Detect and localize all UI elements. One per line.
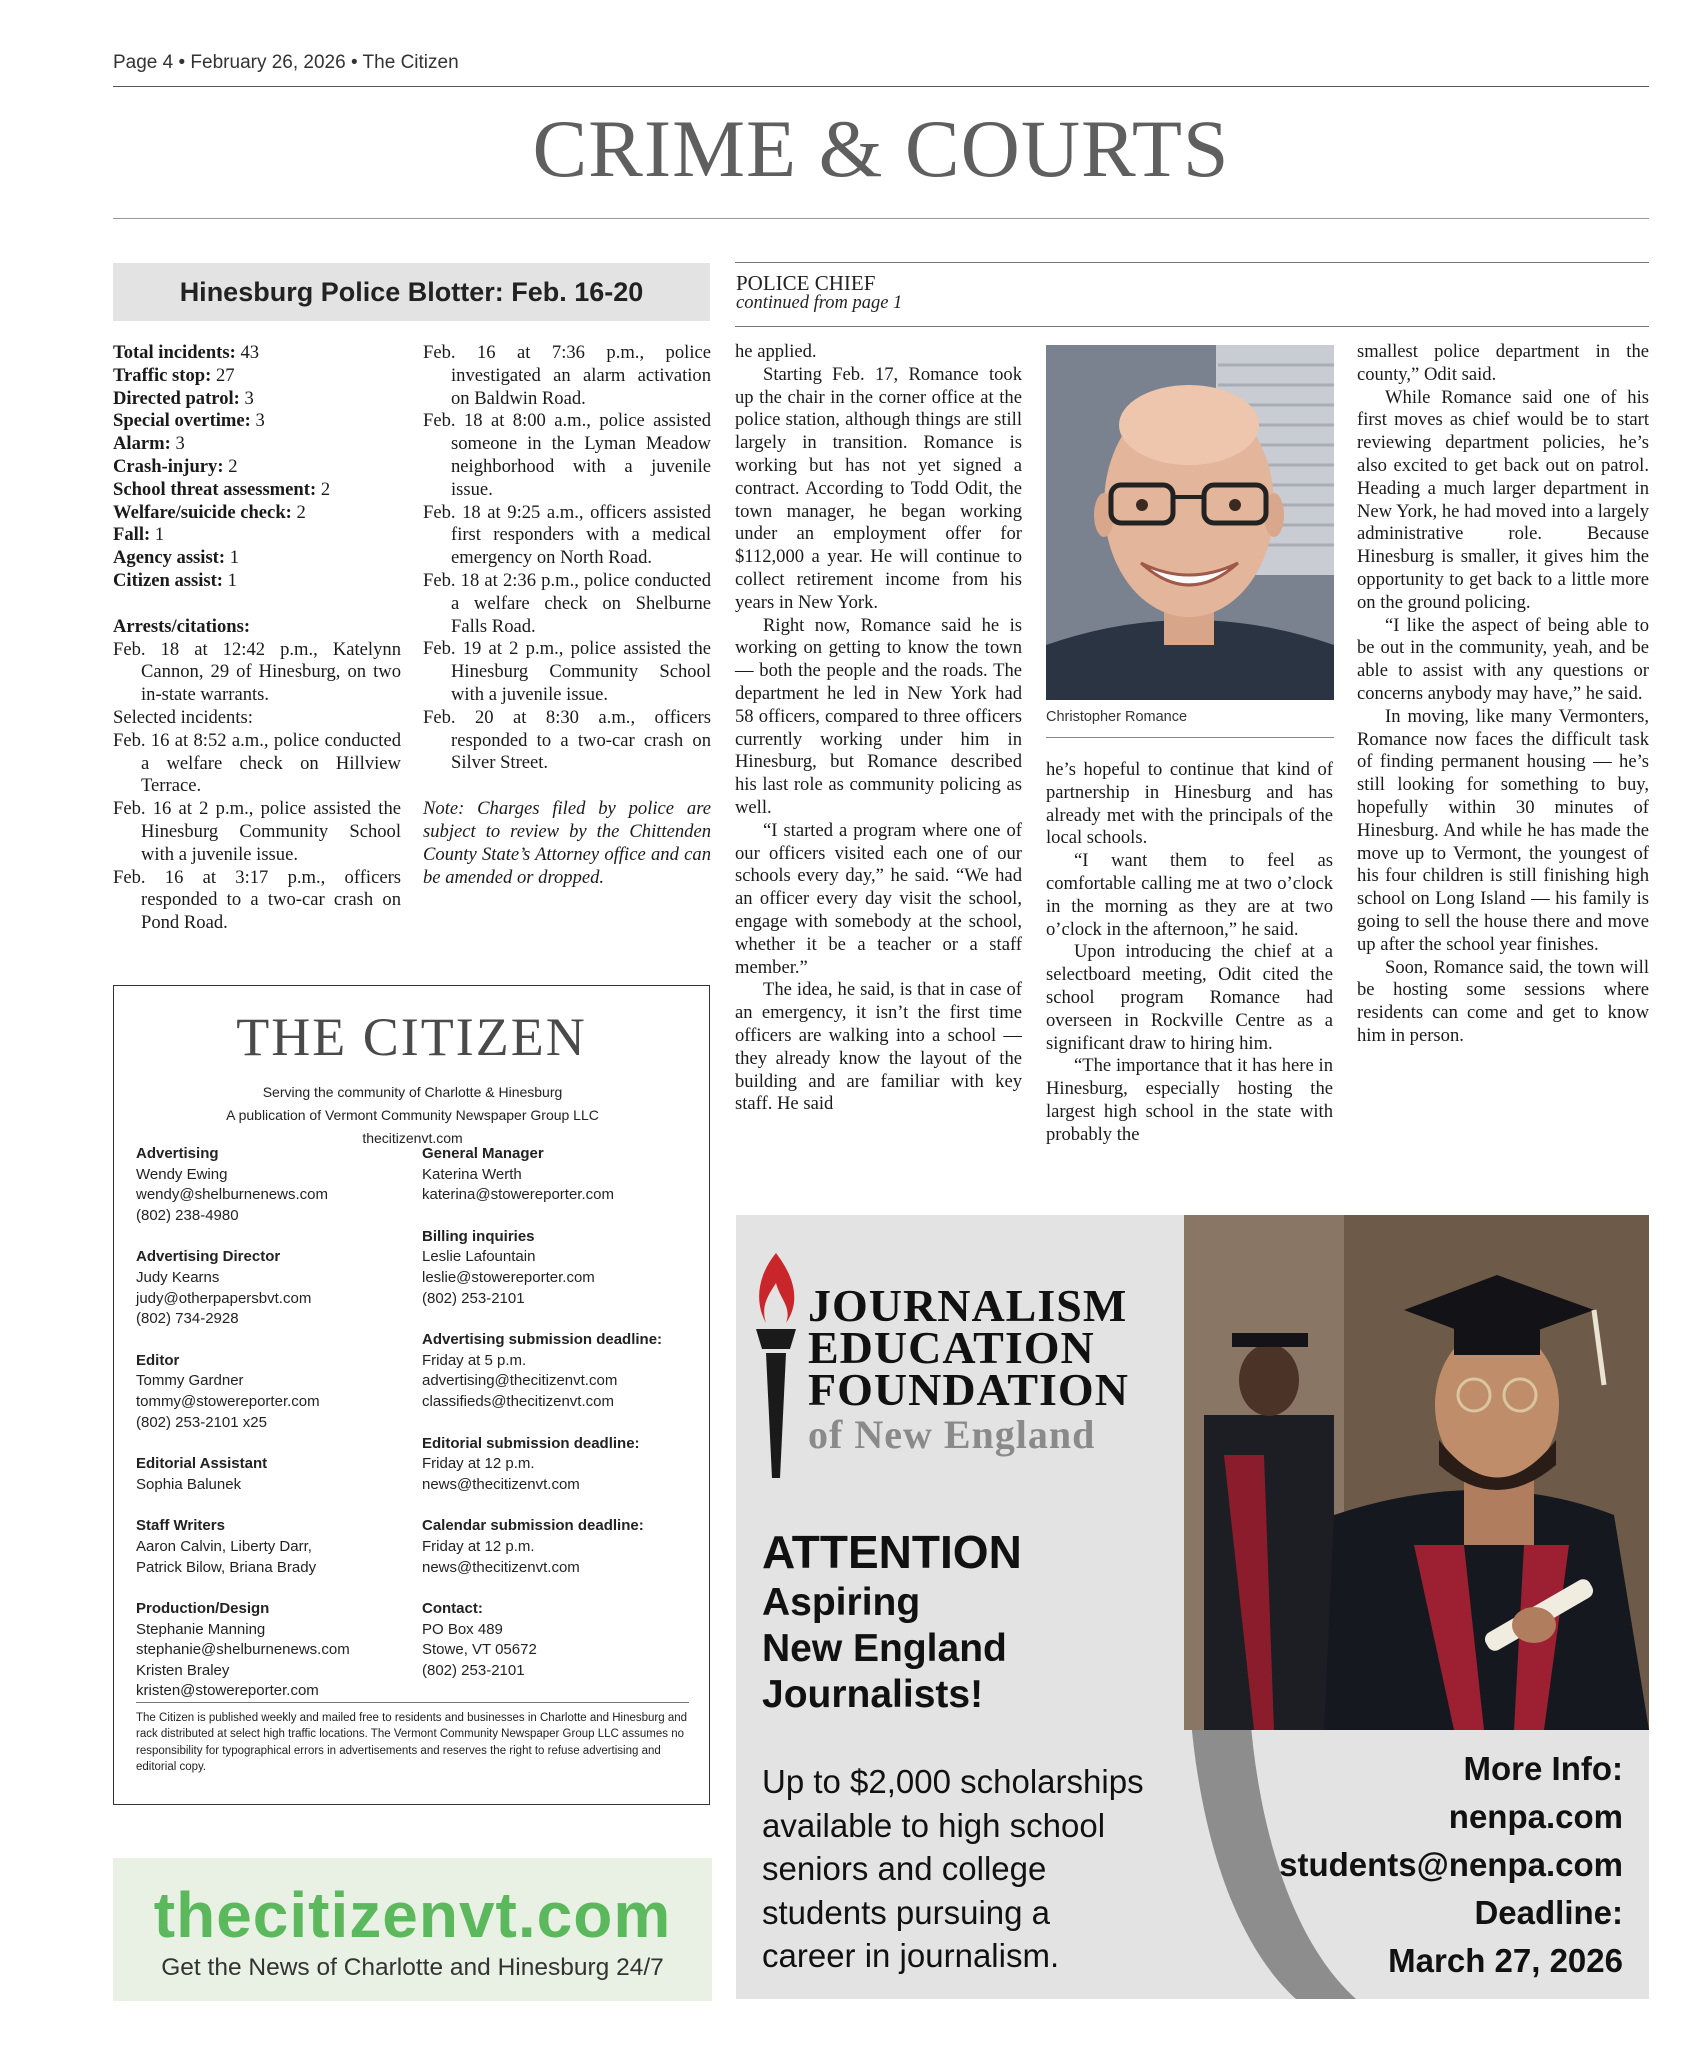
stat-label: Agency assist: xyxy=(113,547,226,569)
staff-block xyxy=(136,1599,386,1702)
staff-email[interactable]: judy@otherpapersbvt.com xyxy=(136,1289,312,1307)
staff-detail: Leslie Lafountain xyxy=(422,1248,536,1266)
stat-label: Fall: xyxy=(113,524,151,546)
article-column-1 xyxy=(735,341,1022,1116)
staff-detail: Friday at 12 p.m. xyxy=(422,1455,535,1473)
attention-heading: ATTENTION xyxy=(762,1526,1022,1578)
staff-role: Production/Design xyxy=(136,1600,270,1618)
staff-block xyxy=(136,1247,386,1329)
body-line: students pursuing a xyxy=(762,1893,1051,1931)
blotter-stat xyxy=(113,410,401,433)
staff-email[interactable]: katerina@stowereporter.com xyxy=(422,1186,614,1204)
stat-value: 2 xyxy=(228,455,238,477)
stat-value: 43 xyxy=(240,342,260,363)
info-link[interactable]: nenpa.com xyxy=(1448,1798,1623,1835)
blotter-stat xyxy=(113,502,401,525)
website-ad[interactable] xyxy=(113,1858,712,2001)
article-paragraph: smallest police department in the county,” Odit said. xyxy=(1357,341,1649,385)
website-url[interactable]: thecitizenvt.com xyxy=(153,1879,672,1951)
page-header xyxy=(113,52,1649,87)
info-email[interactable]: students@nenpa.com xyxy=(1279,1846,1623,1883)
stat-value: 3 xyxy=(255,410,265,432)
article-paragraph: Starting Feb. 17, Romance took up the chair in the corner office at the police station, although things are still largely in transition. Romance is working but has not yet signed a contract. According to Todd Odit, the town manager, he began working under an employment offer for $112,000 a year. He will continue to collect retirement income from his years in New York. xyxy=(735,363,1022,613)
masthead-taglines xyxy=(114,1081,711,1150)
body-line: seniors and college xyxy=(762,1850,1047,1887)
staff-detail: Friday at 5 p.m. xyxy=(422,1351,527,1369)
blotter-note: Note: Charges filed by police are subject to review by the Chittenden County State’s Attorney office and can be amended or dropped. xyxy=(423,798,711,888)
blotter-stat xyxy=(113,479,401,502)
staff-role: Advertising submission deadline: xyxy=(422,1331,663,1349)
article-kicker: POLICE CHIEF xyxy=(736,271,876,295)
stat-value: 27 xyxy=(215,364,235,386)
arrest-entry: Feb. 18 at 12:42 p.m., Katelynn Cannon, 29 of Hinesburg, on two in-state warrants. xyxy=(113,638,401,706)
stat-value: 3 xyxy=(244,387,254,409)
staff-detail: (802) 253-2101 xyxy=(422,1289,525,1307)
masthead-staff-right xyxy=(422,1144,692,1702)
blotter-stats xyxy=(113,342,401,593)
incident-entry: Feb. 16 at 3:17 p.m., officers responded to a two-car crash on Pond Road. xyxy=(113,866,401,934)
article-paragraph: Right now, Romance said he is working on getting to know the town — both the people and the roads. The department he led in New York had 58 officers, compared to three officers currently working under him in Hinesburg, but Romance described his last role as community policing as well. xyxy=(735,614,1022,818)
staff-detail: PO Box 489 xyxy=(422,1620,503,1638)
staff-detail: (802) 253-2101 x25 xyxy=(136,1413,267,1431)
blotter-stat xyxy=(113,570,401,593)
body-line: Up to $2,000 scholarships xyxy=(762,1763,1144,1800)
incident-entry: Feb. 18 at 8:00 a.m., police assisted someone in the Lyman Meadow neighborhood with a juvenile issue. xyxy=(423,410,711,500)
staff-email[interactable]: kristen@stowereporter.com xyxy=(136,1682,319,1700)
info-line: Deadline: xyxy=(1474,1894,1623,1931)
article-column-3 xyxy=(1357,341,1649,1048)
stat-label: Directed patrol: xyxy=(113,387,240,409)
jef-ad[interactable] xyxy=(736,1215,1649,1999)
blotter-stat xyxy=(113,365,401,388)
stat-value: 1 xyxy=(227,569,237,591)
stat-label: Traffic stop: xyxy=(113,364,212,386)
staff-email[interactable]: leslie@stowereporter.com xyxy=(422,1268,595,1286)
staff-detail: Tommy Gardner xyxy=(136,1372,244,1390)
incident-entry: Feb. 19 at 2 p.m., police assisted the Hinesburg Community School with a juvenile issue. xyxy=(423,638,711,705)
staff-detail: Judy Kearns xyxy=(136,1268,220,1286)
article-continued-note: continued from page 1 xyxy=(736,293,903,313)
staff-role: Advertising Director xyxy=(136,1248,281,1266)
stat-label: School threat assessment: xyxy=(113,478,317,500)
staff-email[interactable]: tommy@stowereporter.com xyxy=(136,1392,320,1410)
staff-block xyxy=(422,1227,692,1309)
selected-label: Selected incidents: xyxy=(113,706,253,728)
staff-block xyxy=(136,1144,386,1226)
article-header-rule xyxy=(735,326,1649,327)
article-paragraph: The idea, he said, is that in case of an emergency, it isn’t the first time officers are walking into a school — they already know the layout of the building and are familiar with key staff. He said xyxy=(735,979,1022,1115)
masthead-website[interactable]: thecitizenvt.com xyxy=(362,1130,463,1146)
staff-detail: Wendy Ewing xyxy=(136,1165,228,1183)
stat-label: Total incidents: xyxy=(113,342,236,363)
staff-detail: (802) 238-4980 xyxy=(136,1206,239,1224)
website-tagline: Get the News of Charlotte and Hinesburg 24/7 xyxy=(161,1954,664,1981)
staff-role: Contact: xyxy=(422,1600,483,1618)
portrait-image xyxy=(1046,345,1334,700)
blotter-stat xyxy=(113,456,401,479)
blotter-stat xyxy=(113,547,401,570)
stat-label: Citizen assist: xyxy=(113,569,224,591)
arrests-label: Arrests/citations: xyxy=(113,615,251,637)
masthead-tagline: Serving the community of Charlotte & Hinesburg xyxy=(262,1084,563,1100)
staff-role: Billing inquiries xyxy=(422,1227,535,1245)
staff-email[interactable]: classifieds@thecitizenvt.com xyxy=(422,1392,614,1410)
incident-entry: Feb. 16 at 2 p.m., police assisted the Hinesburg Community School with a juvenile issue. xyxy=(113,798,401,865)
stat-value: 1 xyxy=(229,547,240,569)
page-line: Page 4 • February 26, 2026 • The Citizen xyxy=(113,52,459,73)
caption-rule xyxy=(1046,737,1334,738)
staff-block xyxy=(136,1516,386,1578)
body-line: career in journalism. xyxy=(762,1937,1060,1974)
article-paragraph: he’s hopeful to continue that kind of partnership in Hinesburg and has already met with the principals of the local schools. xyxy=(1046,759,1333,849)
incident-entry: Feb. 16 at 7:36 p.m., police investigated an alarm activation on Baldwin Road. xyxy=(423,342,711,409)
staff-block xyxy=(422,1599,692,1681)
incident-entry: Feb. 16 at 8:52 a.m., police conducted a welfare check on Hillview Terrace. xyxy=(113,729,401,797)
staff-detail: Friday at 12 p.m. xyxy=(422,1537,535,1555)
article-paragraph: Upon introducing the chief at a selectboard meeting, Odit cited the school program Romance had overseen in Rockville Centre as a significant draw to hiring him. xyxy=(1046,941,1333,1054)
staff-detail: (802) 253-2101 xyxy=(422,1661,525,1679)
stat-label: Alarm: xyxy=(113,433,171,455)
info-date: March 27, 2026 xyxy=(1388,1942,1623,1979)
blotter-stat xyxy=(113,388,401,411)
staff-block xyxy=(422,1434,692,1496)
blotter-right-column xyxy=(423,342,711,889)
stat-value: 2 xyxy=(296,501,306,523)
ad-contact-info xyxy=(1279,1745,1623,1985)
stat-value: 2 xyxy=(320,478,331,500)
staff-detail: (802) 734-2928 xyxy=(136,1310,239,1328)
staff-detail: Patrick Bilow, Briana Brady xyxy=(136,1558,317,1576)
info-line: More Info: xyxy=(1463,1750,1623,1787)
article-paragraph: Soon, Romance said, the town will be hosting some sessions where residents can come and get to know him in person. xyxy=(1357,956,1649,1046)
masthead-box xyxy=(113,985,710,1805)
headline-line: Journalists! xyxy=(762,1673,984,1716)
staff-block xyxy=(136,1351,386,1433)
staff-role: Advertising xyxy=(136,1145,219,1162)
blotter-title: Hinesburg Police Blotter: Feb. 16-20 xyxy=(113,263,710,321)
org-line: EDUCATION xyxy=(808,1322,1095,1373)
article-paragraph: “I started a program where one of our officers visited each one of our schools every day,” he said. “We had an officer every day visit the school, engage with somebody at the school, whether it be a teacher or a staff member.” xyxy=(735,819,1022,978)
graduate-photo xyxy=(1184,1215,1649,1730)
stat-label: Special overtime: xyxy=(113,410,251,432)
chief-photo xyxy=(1046,345,1334,700)
staff-detail: Stowe, VT 05672 xyxy=(422,1641,537,1659)
staff-email[interactable]: news@thecitizenvt.com xyxy=(422,1558,580,1576)
article-paragraph: “I want them to feel as comfortable calling me at two o’clock in the morning as they are at two o’clock in the afternoon,” he said. xyxy=(1046,850,1333,940)
staff-role: Editorial submission deadline: xyxy=(422,1434,640,1452)
photo-caption: Christopher Romance xyxy=(1046,709,1188,725)
blotter-stat xyxy=(113,433,401,456)
headline-line: Aspiring xyxy=(762,1581,921,1624)
staff-email[interactable]: stephanie@shelburnenews.com xyxy=(136,1641,350,1659)
stat-value: 1 xyxy=(154,524,165,546)
stat-label: Welfare/suicide check: xyxy=(113,501,292,523)
masthead-disclaimer: The Citizen is published weekly and mailed free to residents and businesses in Charlotte and Hinesburg and rack distributed at select high traffic locations. The Vermont Community Newspaper Group LLC assumes no responsibility for typographical errors in advertisements and reserves the right to refuse advertising and editorial copy. xyxy=(136,1712,688,1773)
staff-email[interactable]: wendy@shelburnenews.com xyxy=(136,1186,328,1204)
graduate-image xyxy=(1184,1215,1649,1730)
article-paragraph: “I like the aspect of being able to be out in the community, yeah, and be able to assist with any questions or concerns anybody may have,” he said. xyxy=(1357,614,1649,704)
jef-org-name xyxy=(808,1280,1129,1458)
org-subtitle: of New England xyxy=(808,1412,1096,1457)
staff-detail: Kristen Braley xyxy=(136,1661,230,1679)
incident-entry: Feb. 18 at 9:25 a.m., officers assisted first responders with a medical emergency on North Road. xyxy=(423,501,711,569)
staff-detail: Sophia Balunek xyxy=(136,1475,242,1493)
stat-label: Crash-injury: xyxy=(113,455,224,477)
masthead-publisher: A publication of Vermont Community Newspaper Group LLC xyxy=(226,1107,599,1123)
staff-role: Calendar submission deadline: xyxy=(422,1517,644,1535)
blotter-stat xyxy=(113,342,401,365)
staff-block xyxy=(422,1330,692,1412)
article-paragraph: While Romance said one of his first moves as chief would be to start reviewing department policies, he’s also excited to get back out on patrol. Heading a much larger department in New York, he had moved into a largely administrative role. Because Hinesburg is smaller, it gives him the opportunity to get back to a little more on the ground policing. xyxy=(1357,386,1649,613)
staff-role: Staff Writers xyxy=(136,1517,225,1535)
org-line: JOURNALISM xyxy=(808,1280,1128,1331)
incident-entry: Feb. 20 at 8:30 a.m., officers responded to a two-car crash on Silver Street. xyxy=(423,706,711,774)
staff-block xyxy=(422,1516,692,1578)
masthead-logo: THE CITIZEN xyxy=(236,1007,587,1067)
staff-detail: Katerina Werth xyxy=(422,1165,522,1183)
staff-role: General Manager xyxy=(422,1145,544,1162)
article-paragraph: “The importance that it has here in Hinesburg, especially hosting the largest high school in the state with probably the xyxy=(1046,1055,1333,1145)
masthead-divider xyxy=(136,1702,689,1703)
body-line: available to high school xyxy=(762,1806,1106,1844)
stat-value: 3 xyxy=(175,433,185,455)
incident-entry: Feb. 18 at 2:36 p.m., police conducted a welfare check on Shelburne Falls Road. xyxy=(423,569,711,637)
headline-line: New England xyxy=(762,1627,1007,1670)
staff-role: Editorial Assistant xyxy=(136,1455,268,1473)
torch-icon xyxy=(752,1253,800,1478)
section-divider xyxy=(113,218,1649,219)
blotter-stat xyxy=(113,524,401,547)
staff-block xyxy=(422,1144,692,1206)
staff-detail: Aaron Calvin, Liberty Darr, xyxy=(136,1537,312,1555)
staff-role: Editor xyxy=(136,1351,180,1369)
article-top-rule xyxy=(735,262,1649,263)
article-column-2 xyxy=(1046,759,1333,1147)
masthead-staff-left xyxy=(136,1144,386,1723)
org-line: FOUNDATION xyxy=(808,1364,1129,1415)
article-paragraph: he applied. xyxy=(735,341,817,362)
staff-block xyxy=(136,1454,386,1495)
staff-detail: Stephanie Manning xyxy=(136,1620,266,1638)
staff-email[interactable]: advertising@thecitizenvt.com xyxy=(422,1372,618,1390)
staff-email[interactable]: news@thecitizenvt.com xyxy=(422,1475,580,1493)
attention-subheading xyxy=(762,1580,1007,1718)
blotter-left-column xyxy=(113,342,401,935)
section-title: CRIME & COURTS xyxy=(532,103,1230,194)
article-paragraph: In moving, like many Vermonters, Romance now faces the difficult task of finding permanent housing — he’s still looking for something to buy, hopefully within 30 minutes of Hinesburg. And while he has made the move up to Vermont, the youngest of his four children is still finishing high school on Long Island — his family is going to sell the house there and move up after the school year finishes. xyxy=(1357,705,1649,955)
scholarship-description xyxy=(762,1760,1144,1978)
